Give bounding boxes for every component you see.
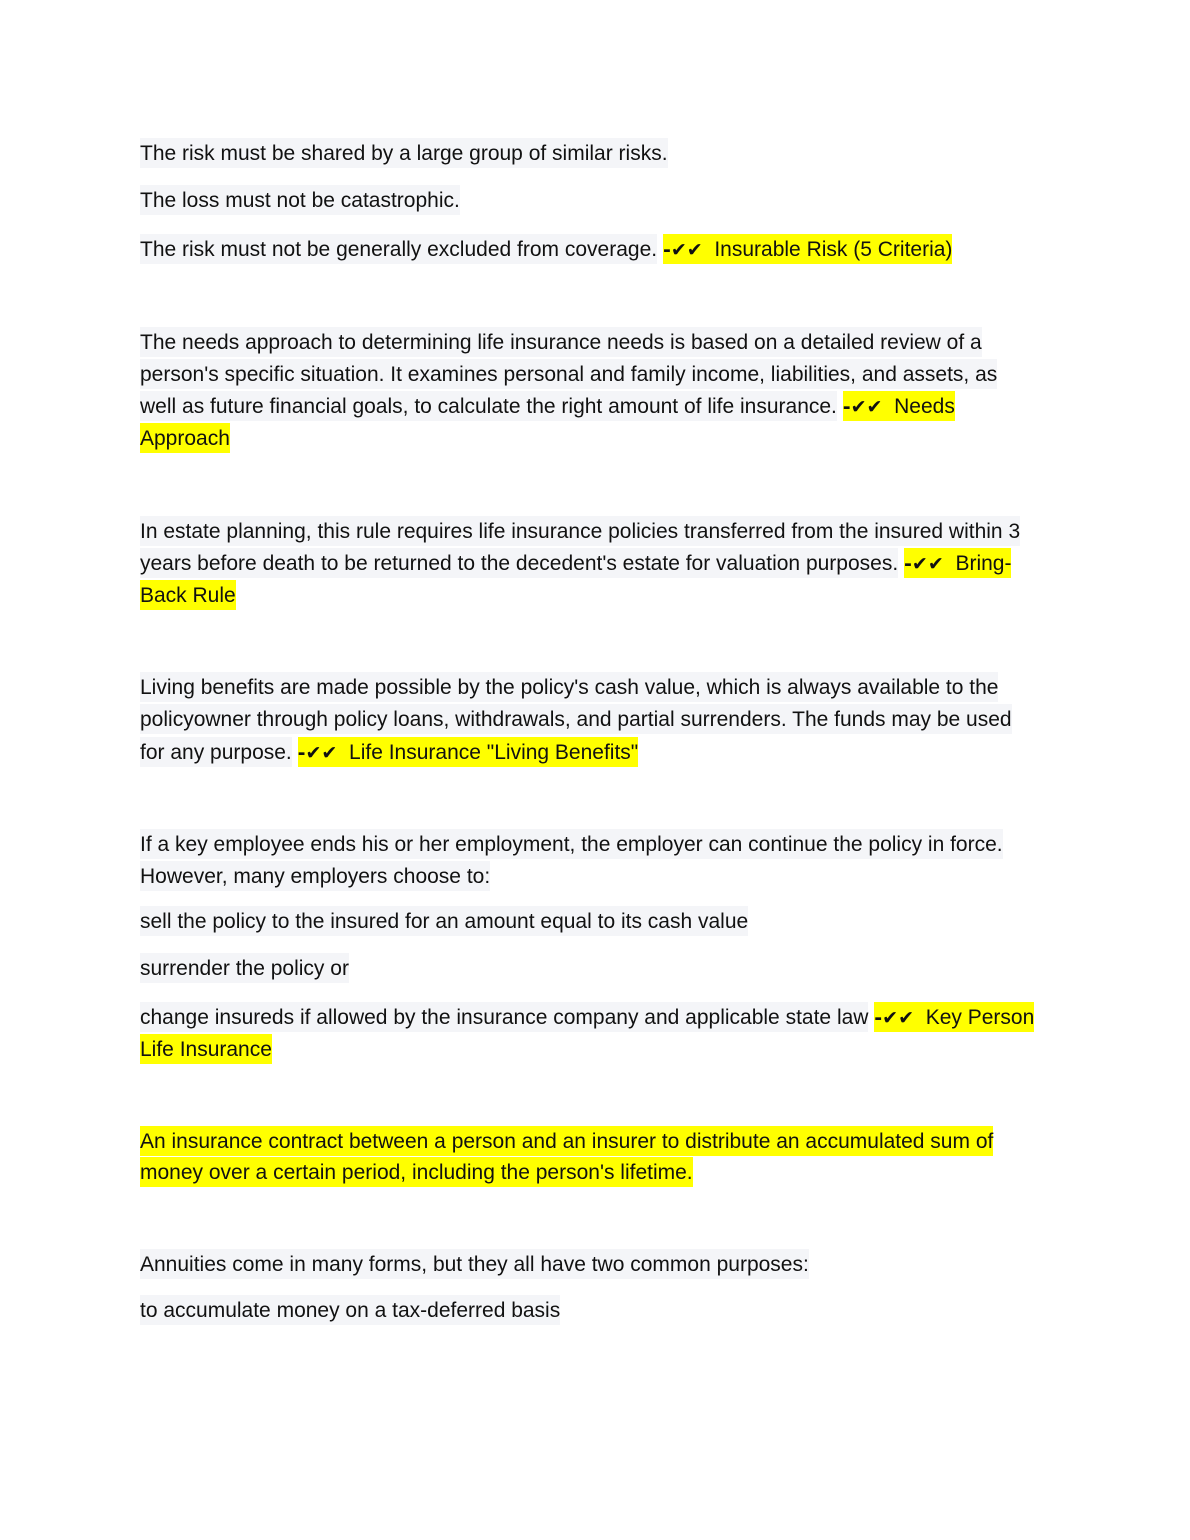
checkmark-icon: -✔✔	[904, 553, 944, 575]
question-text: In estate planning, this rule requires life insurance policies transferred from the insured within 3	[140, 516, 1020, 546]
text-line	[140, 1130, 993, 1154]
answer-highlight	[663, 234, 952, 264]
question-text: sell the policy to the insured for an amount equal to its cash value	[140, 906, 748, 936]
text-line	[140, 741, 638, 765]
text-line	[140, 331, 982, 355]
question-text: well as future financial goals, to calculate the right amount of life insurance.	[140, 391, 837, 421]
question-text: to accumulate money on a tax-deferred basis	[140, 1295, 560, 1325]
question-text: years before death to be returned to the decedent's estate for valuation purposes.	[140, 548, 898, 578]
checkmark-icon: -✔✔	[874, 1007, 915, 1029]
checkmark-icon: -✔✔	[662, 239, 703, 261]
text-line	[140, 584, 236, 608]
answer-highlight	[843, 391, 955, 421]
checkmark-icon: -✔✔	[842, 396, 883, 418]
checkmark-icon: -✔✔	[297, 742, 338, 764]
question-text: The loss must not be catastrophic.	[140, 185, 460, 215]
question-text: person's specific situation. It examines personal and family income, liabilities, and assets, as	[140, 359, 997, 389]
text-line	[140, 1299, 560, 1323]
text-line	[140, 363, 997, 387]
text-line	[140, 1253, 809, 1277]
question-text: for any purpose.	[140, 737, 292, 767]
text-line	[140, 910, 748, 934]
text-line	[140, 1038, 272, 1062]
answer-text: Life Insurance	[140, 1034, 272, 1064]
text-line	[140, 957, 349, 981]
text-line	[140, 142, 668, 166]
question-text: The risk must be shared by a large group of similar risks.	[140, 138, 668, 168]
question-text: If a key employee ends his or her employment, the employer can continue the policy in force.	[140, 829, 1003, 859]
text-line	[140, 552, 1011, 576]
question-text: Living benefits are made possible by the policy's cash value, which is always available to the	[140, 672, 998, 702]
question-text: Annuities come in many forms, but they all have two common purposes:	[140, 1249, 809, 1279]
answer-text: Approach	[140, 423, 230, 453]
answer-highlight	[904, 548, 1011, 578]
question-text: However, many employers choose to:	[140, 861, 490, 891]
text-line	[140, 676, 998, 700]
text-line	[140, 865, 490, 889]
text-line	[140, 395, 955, 419]
question-text: change insureds if allowed by the insurance company and applicable state law	[140, 1002, 868, 1032]
answer-highlight	[874, 1002, 1034, 1032]
answer-text: Life Insurance "Living Benefits"	[349, 741, 639, 764]
answer-text: Bring-	[955, 552, 1012, 575]
text-line	[140, 708, 1012, 732]
answer-highlight	[298, 737, 639, 767]
question-text: policyowner through policy loans, withdrawals, and partial surrenders. The funds may be used	[140, 704, 1012, 734]
text-line	[140, 1161, 693, 1185]
text-line	[140, 520, 1020, 544]
text-line	[140, 833, 1003, 857]
answer-text: Back Rule	[140, 580, 236, 610]
question-text: The needs approach to determining life insurance needs is based on a detailed review of a	[140, 327, 982, 357]
question-text: surrender the policy or	[140, 953, 349, 983]
answer-text: Needs	[894, 395, 955, 418]
text-line	[140, 427, 230, 451]
highlighted-text: money over a certain period, including the person's lifetime.	[140, 1157, 693, 1187]
answer-text: Insurable Risk (5 Criteria)	[714, 238, 953, 261]
text-line	[140, 189, 460, 213]
text-line	[140, 238, 952, 262]
highlighted-text: An insurance contract between a person and an insurer to distribute an accumulated sum of	[140, 1126, 993, 1156]
text-line	[140, 1006, 1034, 1030]
answer-text: Key Person	[925, 1006, 1035, 1029]
question-text: The risk must not be generally excluded from coverage.	[140, 234, 657, 264]
